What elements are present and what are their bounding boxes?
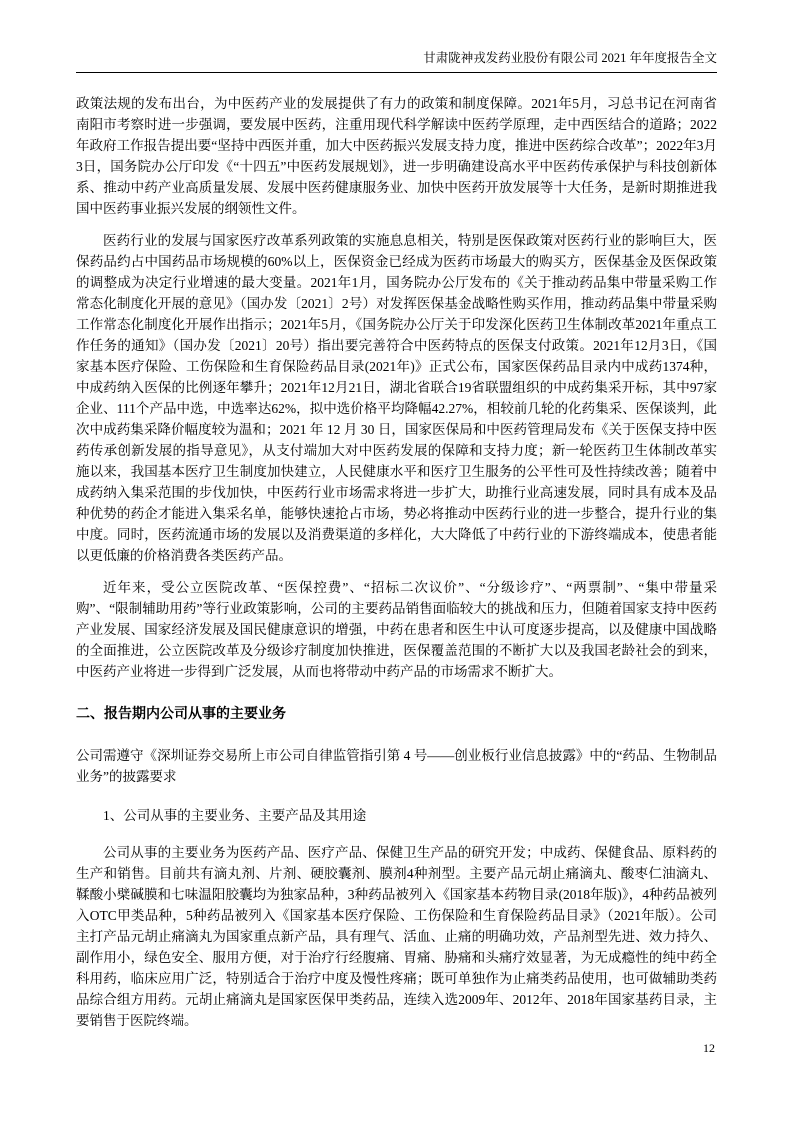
paragraph-policy-regulations: 政策法规的发布出台，为中医药产业的发展提供了有力的政策和制度保障。2021年5月，习总书记在河南省南阳市考察时进一步强调，要发展中医药，注重用现代科学解读中医药学原理，走中西医结合的道路；2022年政府工作报告提出要“坚持中西医并重，加大中医药振兴发展支持力度，推进中医药综合改革”；2022年3月3日，国务院办公厅印发《“十四五”中医药发展规划》，进一步明确建设高水平中医药传承保护与科技创新体系、推动中药产业高质量发展、发展中医药健康服务业、加快中医药开放发展等十大任务，是新时期推进我国中医药事业振兴发展的纲领性文件。	[76, 96, 717, 216]
paragraph-industry-reform: 医药行业的发展与国家医疗改革系列政策的实施息息相关，特别是医保政策对医药行业的影响巨大，医保药品约占中国药品市场规模的60%以上，医保资金已经成为医药市场最大的购买方，医保基金及医保政策的调整成为决定行业增速的最大变量。2021年1月，国务院办公厅发布的《关于推动药品集中带量采购工作常态化制度化开展的意见》（国办发〔2021〕2号）对发挥医保基金战略性购买作用，推动药品集中带量采购工作常态化制度化开展作出指示；2021年5月，《国务院办公厅关于印发深化医药卫生体制改革2021年重点工作任务的通知》（国办发〔2021〕20号）指出要完善符合中医药特点的医保支付政策。2021年12月3日，《国家基本医疗保险、工伤保险和生育保险药品目录(2021年)》正式公布，国家医保药品目录内中成药1374种，中成药纳入医保的比例逐年攀升；2021年12月21日，湖北省联合19省联盟组织的中成药集采开标，其中97家企业、111个产品中选，中选率达62%，拟中选价格平均降幅42.27%，相较前几轮的化药集采、医保谈判，此次中成药集采降价幅度较为温和；2021 年 12 月 30 日，国家医保局和中医药管理局发布《关于医保支持中医药传承创新发展的指导意见》，从支付端加大对中医药发展的保障和支持力度；新一轮医药卫生体制改革实施以来，我国基本医疗卫生制度加快建立，人民健康水平和医疗卫生服务的公平性可及性持续改善；随着中成药纳入集采范围的步伐加快，中医药行业市场需求将进一步扩大，助推行业高速发展，同时具有成本及品种优势的药企才能进入集采名单，能够快速抢占市场，势必将推动中医药行业的进一步整合，提升行业的集中度。同时，医药流通市场的发展以及消费渠道的多样化，大大降低了中药行业的下游终端成本，使患者能以更低廉的价格消费各类医药产品。	[76, 233, 717, 563]
page-number: 12	[703, 1041, 715, 1055]
paragraph-recent-years: 近年来，受公立医院改革、“医保控费”、“招标二次议价”、“分级诊疗”、“两票制”、“集中带量采购”、“限制辅助用药”等行业政策影响，公司的主要药品销售面临较大的挑战和压力，但随着国家支持中医药产业发展、国家经济发展及国民健康意识的增强，中药在患者和医生中认可度逐步提高，以及健康中国战略的全面推进，公立医院改革及分级诊疗制度加快推进，医保覆盖范围的不断扩大以及我国老龄社会的到来，中医药产业将进一步得到广泛发展，从而也将带动中药产品的市场需求不断扩大。	[76, 580, 717, 679]
header-title: 甘肃陇神戎发药业股份有限公司 2021 年年度报告全文	[423, 51, 717, 65]
paragraph-disclosure-note: 公司需遵守《深圳证券交易所上市公司自律监管指引第 4 号——创业板行业信息披露》中的“药品、生物制品业务”的披露要求	[76, 748, 717, 784]
section-heading-main-business: 二、报告期内公司从事的主要业务	[76, 707, 286, 722]
page-header	[76, 50, 717, 73]
paragraph-business-description: 公司从事的主要业务为医药产品、医疗产品、保健卫生产品的研究开发；中成药、保健食品、原料药的生产和销售。目前共有滴丸剂、片剂、硬胶囊剂、膜剂4种剂型。主要产品元胡止痛滴丸、酸枣仁油滴丸、鞣酸小檗碱膜和七味温阳胶囊均为独家品种，3种药品被列入《国家基本药物目录(2018年版)》，4种药品被列入OTC甲类品种，5种药品被列入《国家基本医疗保险、工伤保险和生育保险药品目录》（2021年版）。公司主打产品元胡止痛滴丸为国家重点新产品，具有理气、活血、止痛的明确功效，产品剂型先进、效力持久、副作用小，绿色安全、服用方便，对于治疗行经腹痛、胃痛、胁痛和头痛疗效显著，为无成瘾性的纯中药全科用药，临床应用广泛，特别适合于治疗中度及慢性疼痛；既可单独作为止痛类药品使用，也可做辅助类药品综合组方用药。元胡止痛滴丸是国家医保甲类药品，连续入选2009年、2012年、2018年国家基药目录，主要销售于医院终端。	[76, 845, 717, 1028]
item-title-main-business: 1、公司从事的主要业务、主要产品及其用途	[103, 808, 367, 823]
document-body	[76, 93, 717, 1031]
